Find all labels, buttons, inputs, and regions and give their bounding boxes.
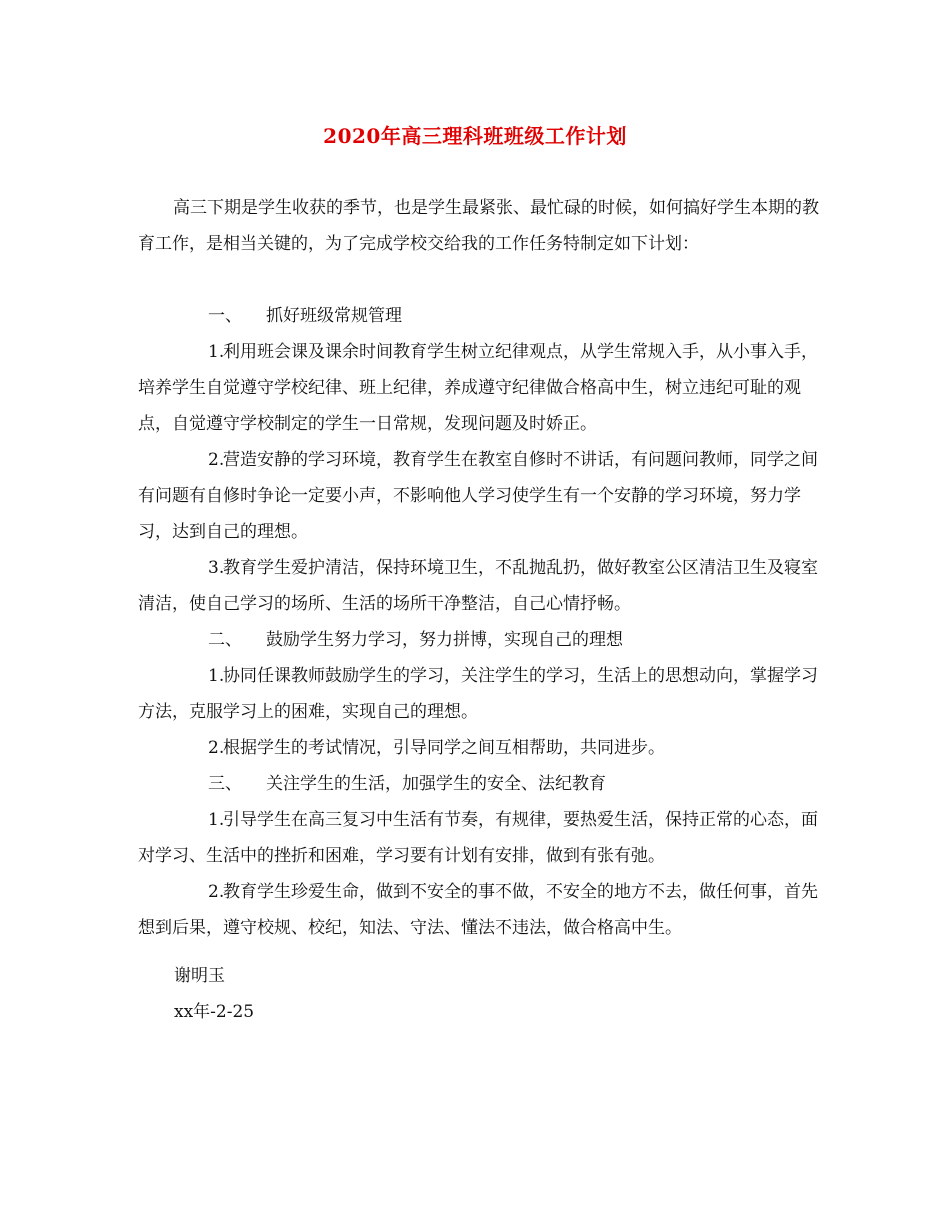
item-text: 引导学生在高三复习中生活有节奏，有规律，要热爱生活，保持正常的心态，面对学习、生活中的挫折和困难，学习要有计划有安排，做到有张有弛。 [138, 810, 818, 866]
item-number: 2. [208, 882, 225, 902]
list-item [138, 874, 828, 946]
list-item [138, 550, 828, 622]
plan-outline [138, 298, 828, 946]
item-number: 1. [208, 666, 225, 686]
item-text: 协同任课教师鼓励学生的学习，关注学生的学习，生活上的思想动向，掌握学习方法，克服学习上的困难，实现自己的理想。 [138, 666, 818, 722]
item-number: 3. [208, 558, 225, 578]
section-heading [138, 298, 828, 334]
item-text: 教育学生珍爱生命，做到不安全的事不做，不安全的地方不去，做任何事，首先想到后果，遵守校规、校纪，知法、守法、懂法不违法，做合格高中生。 [138, 882, 818, 938]
signature-name: 谢明玉 [174, 966, 225, 986]
section-title: 鼓励学生努力学习，努力拼博，实现自己的理想 [266, 630, 623, 650]
signature-date: xx年-2-25 [174, 1002, 255, 1022]
item-number: 2. [208, 450, 225, 470]
item-text: 利用班会课及课余时间教育学生树立纪律观点，从学生常规入手，从小事入手，培养学生自觉遵守学校纪律、班上纪律，养成遵守纪律做合格高中生，树立违纪可耻的观点，自觉遵守学校制定的学生一日常规，发现问题及时娇正。 [138, 342, 818, 434]
list-item [138, 334, 828, 442]
signature-block [174, 958, 254, 1030]
section-title: 抓好班级常规管理 [266, 306, 402, 326]
section-number: 一、 [208, 306, 242, 326]
section-heading [138, 622, 828, 658]
list-item [138, 442, 828, 550]
list-item [138, 802, 828, 874]
section-number: 三、 [208, 774, 242, 794]
item-number: 1. [208, 342, 225, 362]
document-title: 2020年高三理科班班级工作计划 [323, 124, 627, 148]
intro-paragraph: 高三下期是学生收获的季节，也是学生最紧张、最忙碌的时候，如何搞好学生本期的教育工作，是相当关键的，为了完成学校交给我的工作任务特制定如下计划： [138, 198, 819, 254]
section-title: 关注学生的生活，加强学生的安全、法纪教育 [266, 774, 606, 794]
item-number: 2. [208, 738, 225, 758]
item-number: 1. [208, 810, 225, 830]
section-number: 二、 [208, 630, 242, 650]
section-heading [138, 766, 828, 802]
list-item [138, 730, 828, 766]
item-text: 营造安静的学习环境，教育学生在教室自修时不讲话，有问题问教师，同学之间有问题有自修时争论一定要小声，不影响他人学习使学生有一个安静的学习环境，努力学习，达到自己的理想。 [138, 450, 818, 542]
list-item [138, 658, 828, 730]
item-text: 教育学生爱护清洁，保持环境卫生，不乱抛乱扔，做好教室公区清洁卫生及寝室清洁，使自己学习的场所、生活的场所干净整洁，自己心情抒畅。 [138, 558, 818, 614]
item-text: 根据学生的考试情况，引导同学之间互相帮助，共同进步。 [223, 738, 665, 758]
